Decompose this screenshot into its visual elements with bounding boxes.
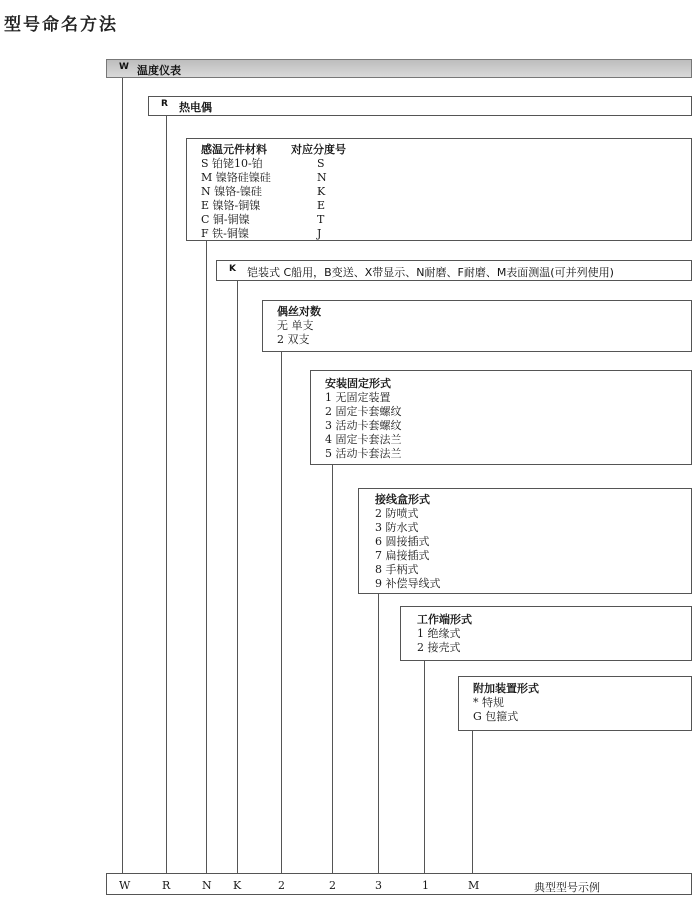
index-item: S — [317, 157, 325, 170]
connector-line-n — [206, 241, 207, 873]
example-code-pairs: 2 — [278, 879, 285, 892]
pairs-item: 2 双支 — [277, 333, 310, 346]
pairs-box — [262, 300, 692, 352]
k-code: K — [229, 264, 236, 274]
material-item: S 铂铑10-铂 — [201, 157, 263, 170]
example-code-r: R — [162, 879, 171, 892]
junction-item: 8 手柄式 — [375, 563, 419, 576]
accessory-title: 附加装置形式 — [473, 682, 539, 695]
material-item: E 镍铬-铜镍 — [201, 199, 261, 212]
materials-box — [186, 138, 692, 241]
index-item: K — [317, 185, 326, 198]
pairs-item: 无 单支 — [277, 319, 314, 332]
junction-item: 2 防喷式 — [375, 507, 419, 520]
tip-item: 1 绝缘式 — [417, 627, 461, 640]
accessory-box — [458, 676, 692, 731]
material-item: C 铜-铜镍 — [201, 213, 250, 226]
example-code-n: N — [202, 879, 212, 892]
material-item: M 镍铬硅镍硅 — [201, 171, 271, 184]
example-code-k: K — [233, 879, 242, 892]
example-row — [106, 873, 692, 895]
mount-title: 安装固定形式 — [325, 377, 391, 390]
connector-line-accessory — [472, 731, 473, 873]
tip-title: 工作端形式 — [417, 613, 472, 626]
k-label: 铠装式 C船用，B变送、X带显示、N耐磨、F耐磨、M表面测温(可并列使用) — [247, 266, 614, 279]
page-title: 型号命名方法 — [4, 15, 118, 35]
materials-header2: 对应分度号 — [291, 143, 346, 156]
connector-line-pairs — [281, 352, 282, 873]
tip-item: 2 接壳式 — [417, 641, 461, 654]
connector-line-r — [166, 116, 167, 873]
connector-line-tip — [424, 661, 425, 873]
junction-item: 7 扁接插式 — [375, 549, 430, 562]
accessory-item: G 包箍式 — [473, 710, 519, 723]
r-code: R — [161, 99, 168, 109]
example-label: 典型型号示例 — [534, 881, 600, 894]
r-label: 热电偶 — [179, 101, 212, 114]
example-code-tip: 1 — [422, 879, 429, 892]
junction-title: 接线盒形式 — [375, 493, 430, 506]
index-item: E — [317, 199, 326, 212]
mount-item: 5 活动卡套法兰 — [325, 447, 402, 460]
k-row — [216, 260, 692, 281]
mount-box — [310, 370, 692, 465]
connector-line-k — [237, 281, 238, 873]
junction-item: 9 补偿导线式 — [375, 577, 441, 590]
pairs-title: 偶丝对数 — [277, 305, 321, 318]
index-item: J — [317, 227, 322, 240]
w-code: W — [119, 62, 129, 72]
example-code-accessory: M — [468, 879, 480, 892]
materials-list — [201, 157, 271, 241]
index-item: N — [317, 171, 327, 184]
mount-item: 3 活动卡套螺纹 — [325, 419, 402, 432]
connector-line-mount — [332, 465, 333, 873]
r-row — [148, 96, 692, 116]
example-code-mount: 2 — [329, 879, 336, 892]
w-label: 温度仪表 — [137, 64, 181, 77]
connector-line-junction — [378, 594, 379, 873]
materials-header: 感温元件材料 — [201, 143, 267, 156]
mount-item: 1 无固定装置 — [325, 391, 391, 404]
connector-line-w — [122, 78, 123, 873]
w-row — [106, 59, 692, 78]
mount-item: 2 固定卡套螺纹 — [325, 405, 402, 418]
material-item: N 镍铬-镍硅 — [201, 185, 262, 198]
tip-box — [400, 606, 692, 661]
index-list — [317, 157, 327, 241]
example-code-junction: 3 — [375, 879, 382, 892]
junction-item: 3 防水式 — [375, 521, 419, 534]
mount-item: 4 固定卡套法兰 — [325, 433, 402, 446]
junction-box — [358, 488, 692, 594]
accessory-item: * 特规 — [473, 696, 504, 709]
index-item: T — [317, 213, 325, 226]
material-item: F 铁-铜镍 — [201, 227, 249, 240]
example-code-w: W — [119, 879, 131, 892]
junction-item: 6 圆接插式 — [375, 535, 430, 548]
